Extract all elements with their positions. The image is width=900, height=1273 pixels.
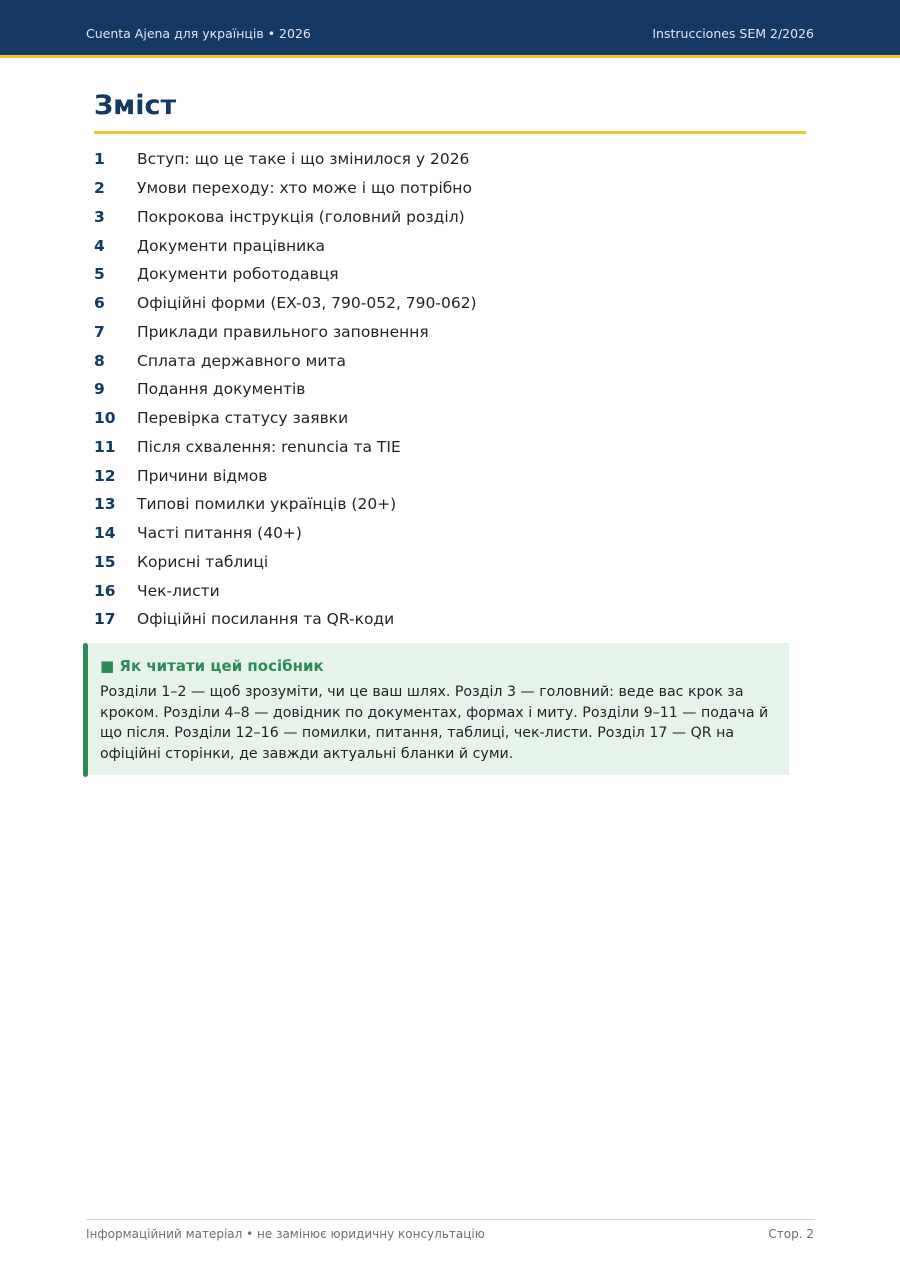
toc-item-number: 9 [94,380,105,399]
toc-item-number: 15 [94,552,116,571]
toc-item-number: 8 [94,351,105,370]
table-of-contents [94,145,806,634]
toc-item[interactable] [94,461,806,490]
toc-item-number: 2 [94,179,105,198]
toc-item[interactable] [94,203,806,232]
toc-item[interactable] [94,490,806,519]
toc-item-label: Перевірка статусу заявки [137,409,349,428]
page-number: Стор. 2 [768,1227,814,1241]
toc-item-label: Після схвалення: renuncia та TIE [137,437,401,456]
toc-item[interactable] [94,346,806,375]
toc-item-label: Офіційні посилання та QR-коди [137,610,395,629]
toc-item-label: Офіційні форми (EX-03, 790-052, 790-062) [137,294,477,313]
toc-item-label: Документи роботодавця [137,265,339,284]
toc-item-number: 10 [94,409,116,428]
toc-item-number: 16 [94,581,116,600]
toc-item[interactable] [94,375,806,404]
toc-item-number: 1 [94,150,105,169]
toc-item[interactable] [94,605,806,634]
toc-item[interactable] [94,145,806,174]
toc-item-label: Типові помилки українців (20+) [137,495,397,514]
toc-item[interactable] [94,404,806,433]
toc-item-label: Причини відмов [137,466,268,485]
toc-item-label: Умови переходу: хто може і що потрібно [137,179,472,198]
toc-item-number: 13 [94,495,116,514]
toc-item[interactable] [94,576,806,605]
toc-item-label: Покрокова інструкція (головний розділ) [137,207,465,226]
toc-item-label: Корисні таблиці [137,552,269,571]
toc-item[interactable] [94,260,806,289]
toc-item-number: 5 [94,265,105,284]
toc-item-label: Часті питання (40+) [137,524,302,543]
toc-item-label: Сплата державного мита [137,351,346,370]
toc-item-label: Чек-листи [137,581,220,600]
footer-divider [86,1219,815,1220]
page-title: Зміст [94,90,177,121]
callout-text: Розділи 1–2 — щоб зрозуміти, чи це ваш шлях. Розділ 3 — головний: веде вас крок за кроком. Розділи 4–8 — довідник по документах, формах і миту. Розділи 9–11 — подача й що після. Розділи 12–16 — помилки, питання, таблиці, чек-листи. Розділ 17 — QR на офіційні сторінки, де завжди актуальні бланки й суми. [100,684,769,762]
toc-item[interactable] [94,433,806,462]
page-header [0,0,900,58]
toc-item[interactable] [94,289,806,318]
callout-accent-bar [83,643,88,777]
toc-item[interactable] [94,231,806,260]
toc-item-number: 3 [94,207,105,226]
footer-disclaimer: Інформаційний матеріал • не замінює юридичну консультацію [86,1227,485,1241]
toc-item-number: 4 [94,236,105,255]
toc-item[interactable] [94,519,806,548]
toc-item-number: 14 [94,524,116,543]
toc-item[interactable] [94,548,806,577]
toc-item-number: 17 [94,610,116,629]
toc-item-number: 7 [94,322,105,341]
toc-item-label: Приклади правильного заповнення [137,322,429,341]
toc-item[interactable] [94,174,806,203]
reading-guide-callout [83,643,789,775]
toc-item-label: Вступ: що це таке і що змінилося у 2026 [137,150,470,169]
title-divider [94,131,806,134]
callout-title: ■ Як читати цей посібник [100,657,324,675]
header-left-text: Cuenta Ajena для українців • 2026 [86,26,311,41]
toc-item-number: 11 [94,437,116,456]
toc-item-number: 6 [94,294,105,313]
toc-item-label: Подання документів [137,380,306,399]
header-right-text: Instrucciones SEM 2/2026 [652,26,814,41]
toc-item-number: 12 [94,466,116,485]
toc-item-label: Документи працівника [137,236,326,255]
toc-item[interactable] [94,318,806,347]
